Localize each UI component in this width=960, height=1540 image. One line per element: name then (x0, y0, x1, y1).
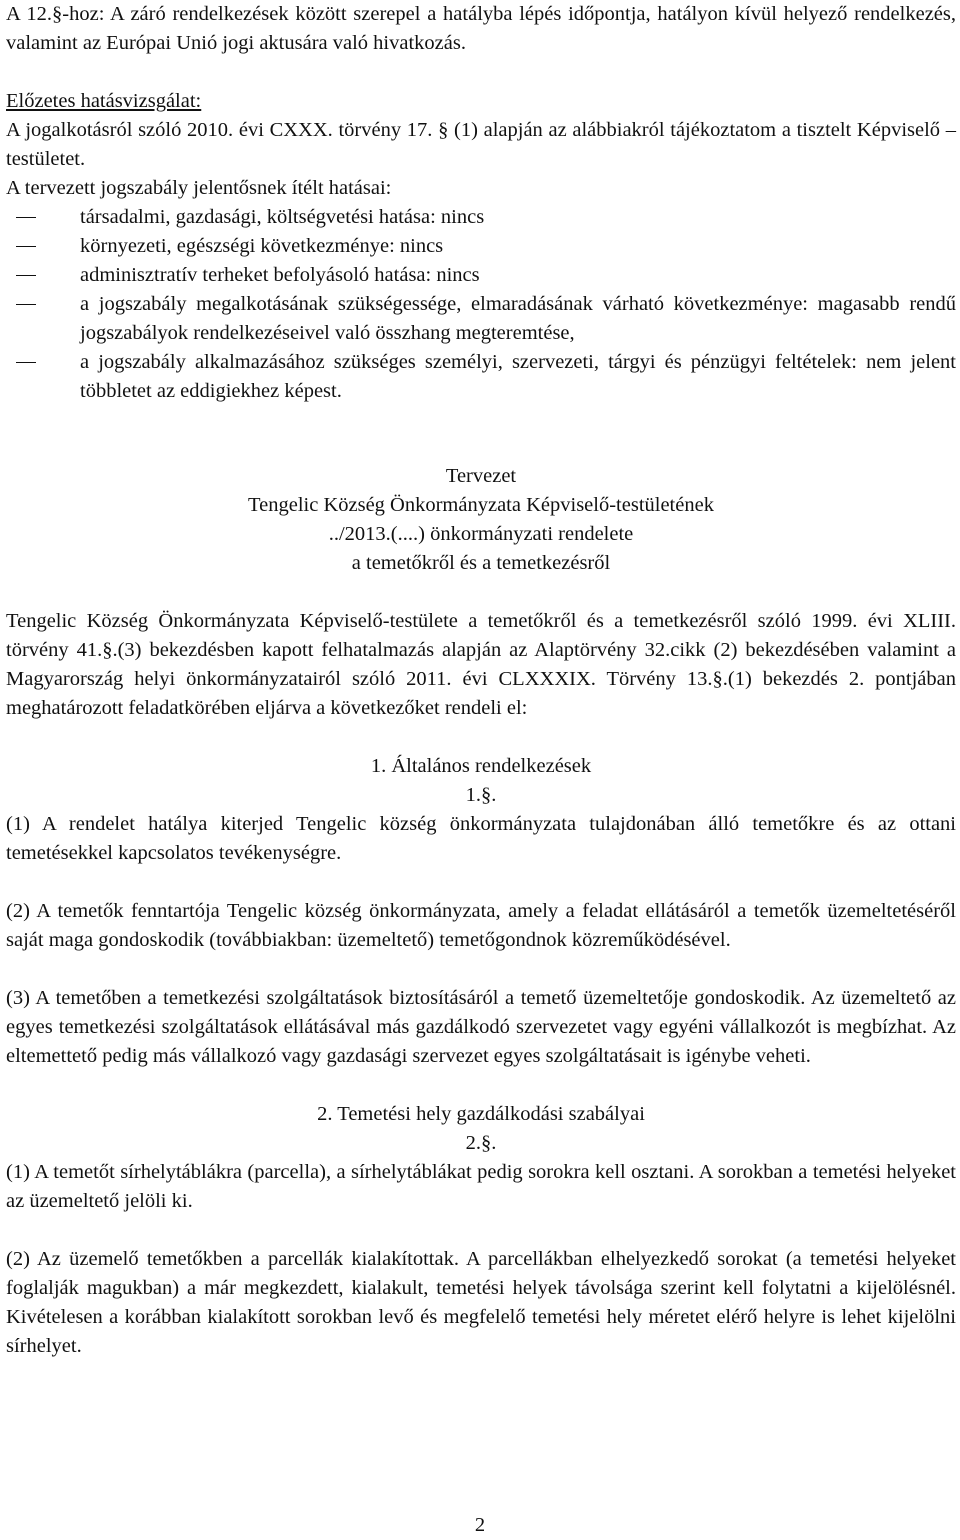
section-1-paragraph-1: (1) A rendelet hatálya kiterjed Tengelic község önkormányzata tulajdonában álló temetőkre és az ottani temetésekkel kapcsolatos tevékenységre. (6, 813, 956, 864)
section-2-number: 2.§. (465, 1132, 497, 1154)
list-item: környezeti, egészségi következménye: nincs (6, 232, 956, 261)
chapter-1-title: 1. Általános rendelkezések (370, 755, 592, 777)
list-item: adminisztratív terheket befolyásoló hatása: nincs (6, 261, 956, 290)
impact-assessment-lead: A tervezett jogszabály jelentősnek ítélt hatásai: (6, 177, 392, 199)
section-1-number: 1.§. (465, 784, 497, 806)
dash-bullet-icon (16, 217, 36, 218)
impact-list (6, 203, 956, 406)
decree-preamble: Tengelic Község Önkormányzata Képviselő-testülete a temetőkről és a temetkezésről szóló 1999. évi XLIII. törvény 41.§.(3) bekezdésben kapott felhatalmazás alapján az Alaptörvény 32.cikk (2) bekezdésében valamint a Magyarország helyi önkormányzatairól szóló 2011. évi CLXXXIX. Törvény 13.§.(1) bekezdés 2. pontjában meghatározott feladatkörében eljárva a következőket rendeli el: (6, 610, 956, 719)
section-1-paragraph-3: (3) A temetőben a temetkezési szolgáltatások biztosításáról a temető üzemeltetője gondoskodik. Az üzemeltető az egyes temetkezési szolgáltatások ellátásával más gazdálkodó szervezetet vagy egyéni vállalkozót is megbízhat. Az eltemettető pedig más vállalkozó vagy gazdasági szervezet egyes szolgáltatásait is igénybe veheti. (6, 987, 956, 1067)
dash-bullet-icon (16, 275, 36, 276)
decree-title-line2: Tengelic Község Önkormányzata Képviselő-testületének (248, 494, 714, 516)
section-1-paragraph-2: (2) A temetők fenntartója Tengelic község önkormányzata, amely a feladat ellátásáról a temetők üzemeltetéséről saját maga gondoskodik (továbbiakban: üzemeltető) temetőgondnok közreműködésével. (6, 900, 956, 951)
section-2-paragraph-1: (1) A temetőt sírhelytáblákra (parcella), a sírhelytáblákat pedig sorokra kell osztani. A sorokban a temetési helyeket az üzemeltető jelöli ki. (6, 1161, 956, 1212)
paragraph-12-explanation: A 12.§-hoz: A záró rendelkezések között szerepel a hatályba lépés időpontja, hatályon kívül helyező rendelkezés, valamint az Európai Unió jogi aktusára való hivatkozás. (6, 3, 956, 54)
dash-bullet-icon (16, 246, 36, 247)
decree-title-line4: a temetőkről és a temetkezésről (351, 552, 611, 574)
decree-title-line3: ../2013.(....) önkormányzati rendelete (328, 523, 634, 545)
decree-title-block (6, 462, 956, 578)
decree-title-line1: Tervezet (445, 465, 517, 487)
page-number: 2 (474, 1514, 486, 1536)
dash-bullet-icon (16, 304, 36, 305)
list-item: a jogszabály alkalmazásához szükséges személyi, szervezeti, tárgyi és pénzügyi feltételek: nem jelent többletet az eddigiekhez képest. (6, 348, 956, 406)
dash-bullet-icon (16, 362, 36, 363)
list-item: a jogszabály megalkotásának szükségessége, elmaradásának várható következménye: magasabb rendű jogszabályok rendelkezéseivel való összhang megteremtése, (6, 290, 956, 348)
list-item: társadalmi, gazdasági, költségvetési hatása: nincs (6, 203, 956, 232)
impact-assessment-intro: A jogalkotásról szóló 2010. évi CXXX. törvény 17. § (1) alapján az alábbiakról tájékoztatom a tisztelt Képviselő – testületet. (6, 119, 956, 170)
impact-assessment-heading: Előzetes hatásvizsgálat: (6, 90, 202, 112)
section-2-paragraph-2: (2) Az üzemelő temetőkben a parcellák kialakítottak. A parcellákban elhelyezkedő sorokat (a temetési helyeket foglalják magukban) a már megkezdett, kialakult, temetési helyek távolsága szerint kell folytatni a kijelölésnél. Kivételesen a korábban kialakított sorokban levő és megfelelő temetési hely méretet elérő helyre is lehet kijelölni sírhelyet. (6, 1248, 956, 1357)
chapter-2-title: 2. Temetési hely gazdálkodási szabályai (317, 1103, 645, 1125)
document-page (6, 0, 956, 1361)
